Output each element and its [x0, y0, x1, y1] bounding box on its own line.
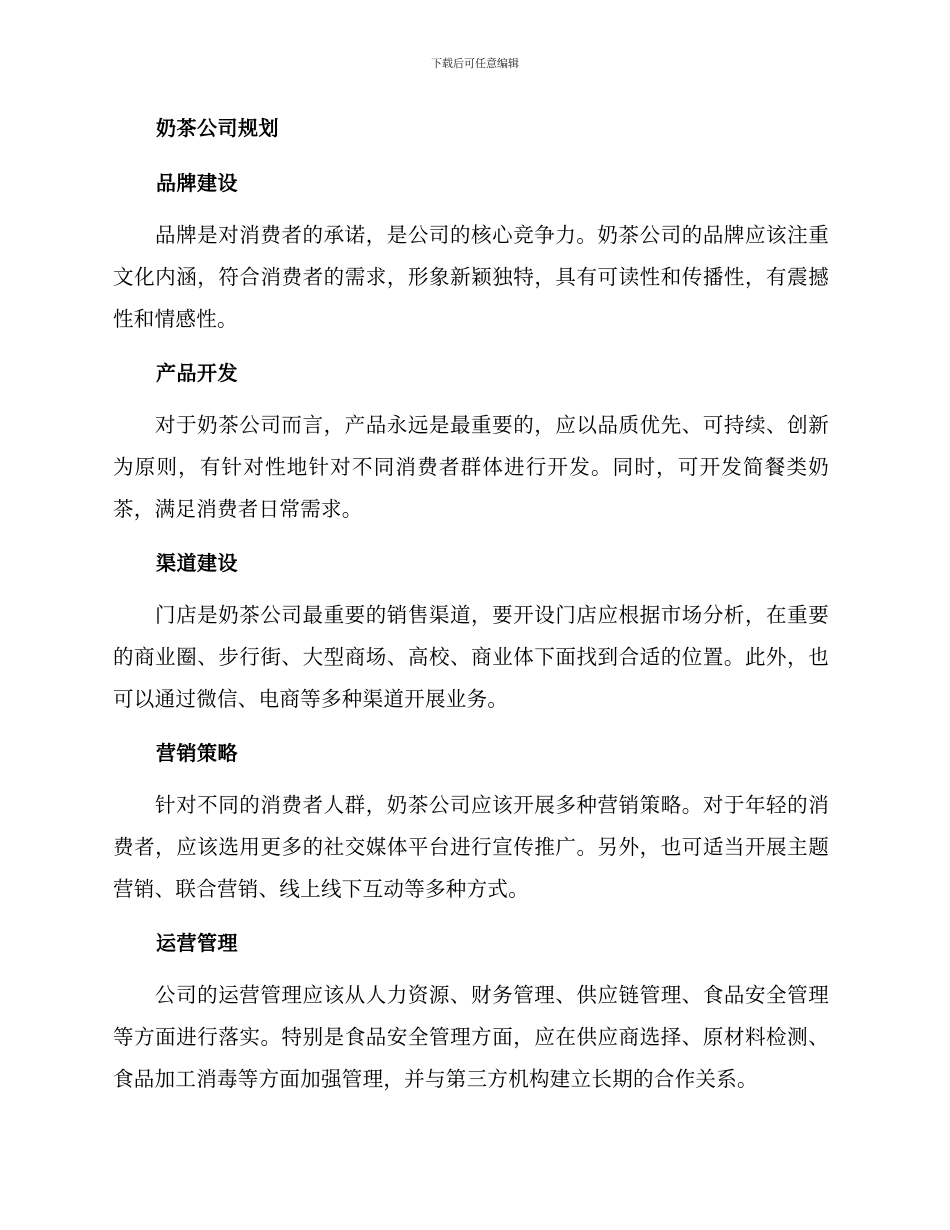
document-title: 奶茶公司规划: [156, 116, 279, 140]
section-heading-product: 产品开发: [156, 361, 238, 385]
section-heading-brand: 品牌建设: [156, 171, 238, 195]
section-paragraph-brand: 品牌是对消费者的承诺，是公司的核心竞争力。奶茶公司的品牌应该注重文化内涵，符合消费者的需求，形象新颖独特，具有可读性和传播性，有震撼性和情感性。: [113, 223, 829, 331]
section-paragraph-product: 对于奶茶公司而言，产品永远是最重要的，应以品质优先、可持续、创新为原则，有针对性地针对不同消费者群体进行开发。同时，可开发简餐类奶茶，满足消费者日常需求。: [113, 413, 829, 521]
section-heading-channel: 渠道建设: [156, 551, 238, 575]
section-heading-marketing: 营销策略: [156, 741, 238, 765]
document-body: [113, 108, 829, 1100]
section-paragraph-marketing: 针对不同的消费者人群，奶茶公司应该开展多种营销策略。对于年轻的消费者，应该选用更多的社交媒体平台进行宣传推广。另外，也可适当开展主题营销、联合营销、线上线下互动等多种方式。: [113, 793, 829, 901]
section-paragraph-operations: 公司的运营管理应该从人力资源、财务管理、供应链管理、食品安全管理等方面进行落实。特别是食品安全管理方面，应在供应商选择、原材料检测、食品加工消毒等方面加强管理，并与第三方机构建立长期的合作关系。: [113, 983, 829, 1091]
header-note: 下载后可任意编辑: [431, 57, 519, 70]
section-heading-operations: 运营管理: [156, 931, 238, 955]
section-paragraph-channel: 门店是奶茶公司最重要的销售渠道，要开设门店应根据市场分析，在重要的商业圈、步行街、大型商场、高校、商业体下面找到合适的位置。此外，也可以通过微信、电商等多种渠道开展业务。: [113, 603, 829, 711]
